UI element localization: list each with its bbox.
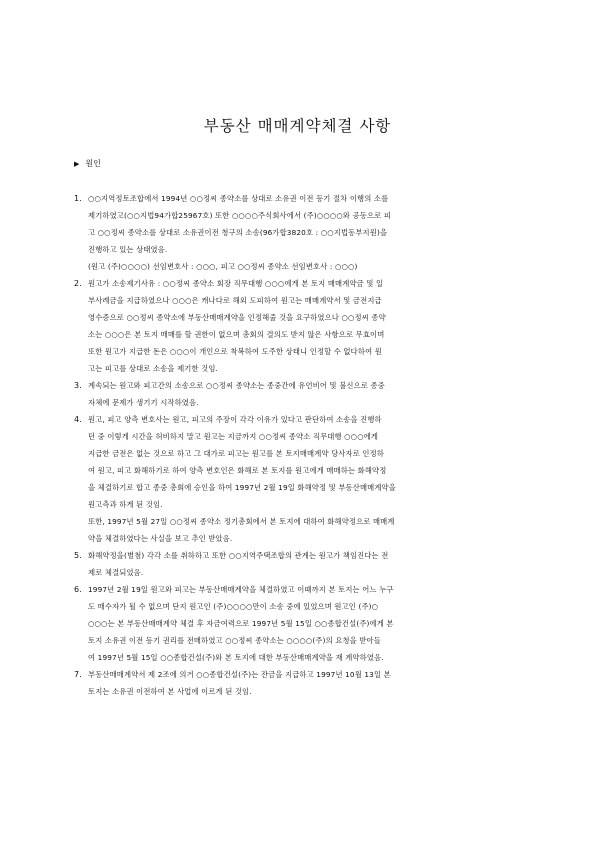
list-item-text-line: 부동산매매계약서 제 2조에 의거 ○○종합건설(주)는 잔금을 지급하고 1997년 10월 13일 본 [88,670,391,679]
list-item [74,547,524,581]
list-item-text-line: 고 ○○정씨 종약소를 상대로 소유권이전 청구의 소송(96가합3820호 : ○○지법동부지원)을 [88,228,388,237]
list-item-text-line: 원고측과 하게 된 것임. [88,500,163,509]
list-item-text-line: 던 중 이렇게 시간을 허비하지 말고 원고는 지금까지 ○○정씨 종약소 직무대행 ○○○에게 [88,432,379,441]
list-item-number: 6. [74,585,82,594]
list-item-text-line: 계속되는 원고와 피고간의 소송으로 ○○정씨 종약소는 종중간에 유언비어 및 불신으로 종중 [88,381,385,390]
list-item-text-line: 제로 체결되었음. [88,568,144,577]
list-item-text-line: 소는 ○○○은 본 토지 매매를 할 권한이 없으며 총회의 결의도 받지 않은 사항으로 무효이며 [88,330,385,339]
list-item-text-line: 화해약정을(별첨) 각각 소를 취하하고 또한 ○○지역주택조합의 관계는 원고가 책임진다는 전 [88,551,389,560]
list-item-text-line: 고는 피고를 상대로 소송을 제기한 것임. [88,364,218,373]
list-item-text-line: 토지는 소유권 이전하여 본 사업에 이르게 된 것임. [88,687,252,696]
list-item-text-line: 또한 원고가 지급한 돈은 ○○○이 개인으로 착복하여 도주한 상태니 인정할 수 없다하여 원 [88,347,382,356]
list-item-text-line: 부사례금을 지급하였으나 ○○○은 캐나다로 해외 도피하여 원고는 매매계약서 및 금전지급 [88,296,382,305]
list-item-text-line: 여 1997년 5월 15일 ○○종합건설(주)와 본 토지에 대한 부동산매매계약을 재 계약하였음. [88,653,384,662]
list-item-number: 7. [74,670,82,679]
list-item-text-line: 여 원고, 피고 화해하기로 하여 양측 변호인은 화해로 본 토지를 원고에게 매매하는 화해약정 [88,466,387,475]
list-item-text-line: ○○○는 본 부동산매매계약 체결 후 자금여력으로 1997년 5월 15일 ○○종합건설(주)에게 본 [88,619,394,628]
list-item-text-line: 도 매수자가 될 수 없으며 단지 원고인 (주)○○○○만이 소송 중에 있었으며 원고인 (주)○ [88,602,379,611]
list-item-text-line: ○○지역정토조합에서 1994년 ○○정씨 종약소를 상대로 소유권 이전 등기 절차 이행의 소를 [88,194,389,203]
list-item-number: 5. [74,551,82,560]
list-item-text-line: 약을 체결하였다는 사실을 보고 추인 받았음. [88,534,233,543]
list-item [74,377,524,411]
list-item-number: 2. [74,279,82,288]
triangle-bullet-icon: ▶ [74,160,80,168]
list-item-text-line: 을 체결하기로 합고 종중 총회에 승인을 하여 1997년 2월 19일 화해약정 및 부동산매매계약을 [88,483,396,492]
list-item [74,411,524,547]
section-heading [74,158,101,169]
list-item-text-line: 또한, 1997년 5월 27일 ○○정씨 종약소 정기총회에서 본 토지에 대하여 화해약정으로 매매계 [88,517,395,526]
list-item-text-line: 자체에 문제가 생기기 시작하였음. [88,398,199,407]
list-item [74,190,524,275]
list-item-number: 4. [74,415,82,424]
list-item-text-line: 진행하고 있는 상태였음. [88,245,168,254]
list-item [74,275,524,377]
list-item-text-line: 지급한 금전은 없는 것으로 하고 그 대가로 피고는 원고를 본 토지매매계약 당사자로 인정하 [88,449,384,458]
section-label: 원인 [85,159,101,168]
list-item-number: 1. [74,194,82,203]
list-item-text-line: 1997년 2월 19일 원고와 피고는 부동산매매계약을 체결하였고 이때까지 본 토지는 어느 누구 [88,585,394,594]
list-item [74,666,524,700]
numbered-list [74,190,524,700]
list-item-number: 3. [74,381,82,390]
list-item-text-line: (원고 (주)○○○○) 선임변호사 : ○○○, 피고 ○○정씨 종약소 선임변호사 : ○○○) [88,262,358,271]
list-item-text-line: 토지 소유권 이전 등기 권리를 전매하였고 ○○정씨 종약소는 ○○○○(주)의 요청을 받아들 [88,636,381,645]
document-title: 부동산 매매계약체결 사항 [203,117,392,135]
list-item [74,581,524,666]
list-item-text-line: 영수증으로 ○○정씨 종약소에 부동산매매계약을 인정해줄 것을 요구하였으나 ○○정씨 종약 [88,313,386,322]
list-item-text-line: 원고, 피고 양측 변호사는 원고, 피고의 주장이 각각 이유가 있다고 판단하여 소송을 진행하 [88,415,382,424]
list-item-text-line: 원고가 소송제기사유 : ○○정씨 종약소 회장 직무대행 ○○○에게 본 토지 매매계약금 및 일 [88,279,384,288]
list-item-text-line: 제기하였고(○○지법94가합25967호) 또한 ○○○○주식회사에서 (주)○○○○와 공동으로 피 [88,211,392,220]
